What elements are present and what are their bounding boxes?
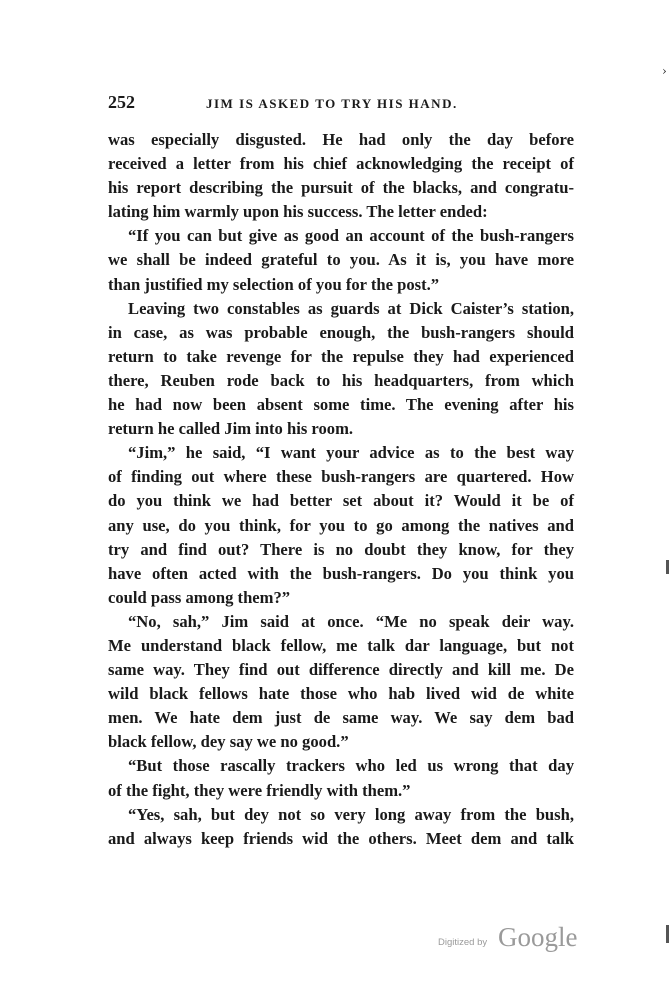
text-line: his report describing the pursuit of the blacks, and congratu- [108, 178, 574, 198]
text-line: men. We hate dem just de same way. We say dem bad [108, 708, 574, 728]
text-line: same way. They find out difference directly and kill me. De [108, 660, 574, 680]
text-line: we shall be indeed grateful to you. As it is, you have more [108, 250, 574, 270]
digitized-by-text: Digitized by [438, 937, 488, 948]
page-number: 252 [108, 92, 135, 112]
text-line: lating him warmly upon his success. The letter ended: [108, 202, 488, 222]
text-line: of finding out where these bush-rangers are quartered. How [108, 467, 574, 487]
text-line: was especially disgusted. He had only the day before [108, 130, 574, 149]
google-watermark [438, 922, 598, 962]
page-edge-bar [666, 560, 669, 574]
text-line: return he called Jim into his room. [108, 419, 354, 439]
text-line: any use, do you think, for you to go among the natives and [108, 515, 574, 535]
text-line: “If you can but give as good an account of the bush-rangers [128, 226, 574, 246]
text-line: received a letter from his chief acknowledging the receipt of [108, 154, 574, 174]
text-line: he had now been absent some time. The evening after his [108, 395, 574, 415]
body-text [108, 128, 574, 851]
page-edge-bar [666, 925, 669, 943]
text-line: have often acted with the bush-rangers. Do you think you [108, 563, 574, 583]
text-line: “Jim,” he said, “I want your advice as to the best way [128, 443, 574, 463]
text-line: there, Reuben rode back to his headquarters, from which [108, 370, 574, 390]
text-line: “No, sah,” Jim said at once. “Me no speak deir way. [128, 611, 574, 631]
text-line: Leaving two constables as guards at Dick Caister’s station, [128, 298, 574, 318]
text-line: “But those rascally trackers who led us wrong that day [128, 756, 574, 776]
text-line: of the fight, they were friendly with them.” [108, 780, 411, 800]
text-line: and always keep friends wid the others. Meet dem and talk [108, 828, 574, 848]
text-line: return to take revenge for the repulse they had experienced [108, 346, 574, 366]
text-line: wild black fellows hate those who hab lived wid de white [108, 684, 574, 704]
running-head: JIM IS ASKED TO TRY HIS HAND. [206, 96, 458, 111]
text-line: try and find out? There is no doubt they know, for they [108, 539, 574, 559]
page-edge-mark: › [662, 64, 667, 78]
text-line: do you think we had better set about it? Would it be of [108, 491, 574, 511]
text-line: Me understand black fellow, me talk dar language, but not [108, 635, 574, 655]
text-line: than justified my selection of you for the post.” [108, 274, 440, 294]
text-line: “Yes, sah, but dey not so very long away from the bush, [128, 804, 574, 824]
text-line: black fellow, dey say we no good.” [108, 732, 349, 752]
google-logo: Google [498, 922, 578, 952]
text-line: in case, as was probable enough, the bush-rangers should [108, 322, 574, 342]
text-line: could pass among them?” [108, 587, 291, 607]
